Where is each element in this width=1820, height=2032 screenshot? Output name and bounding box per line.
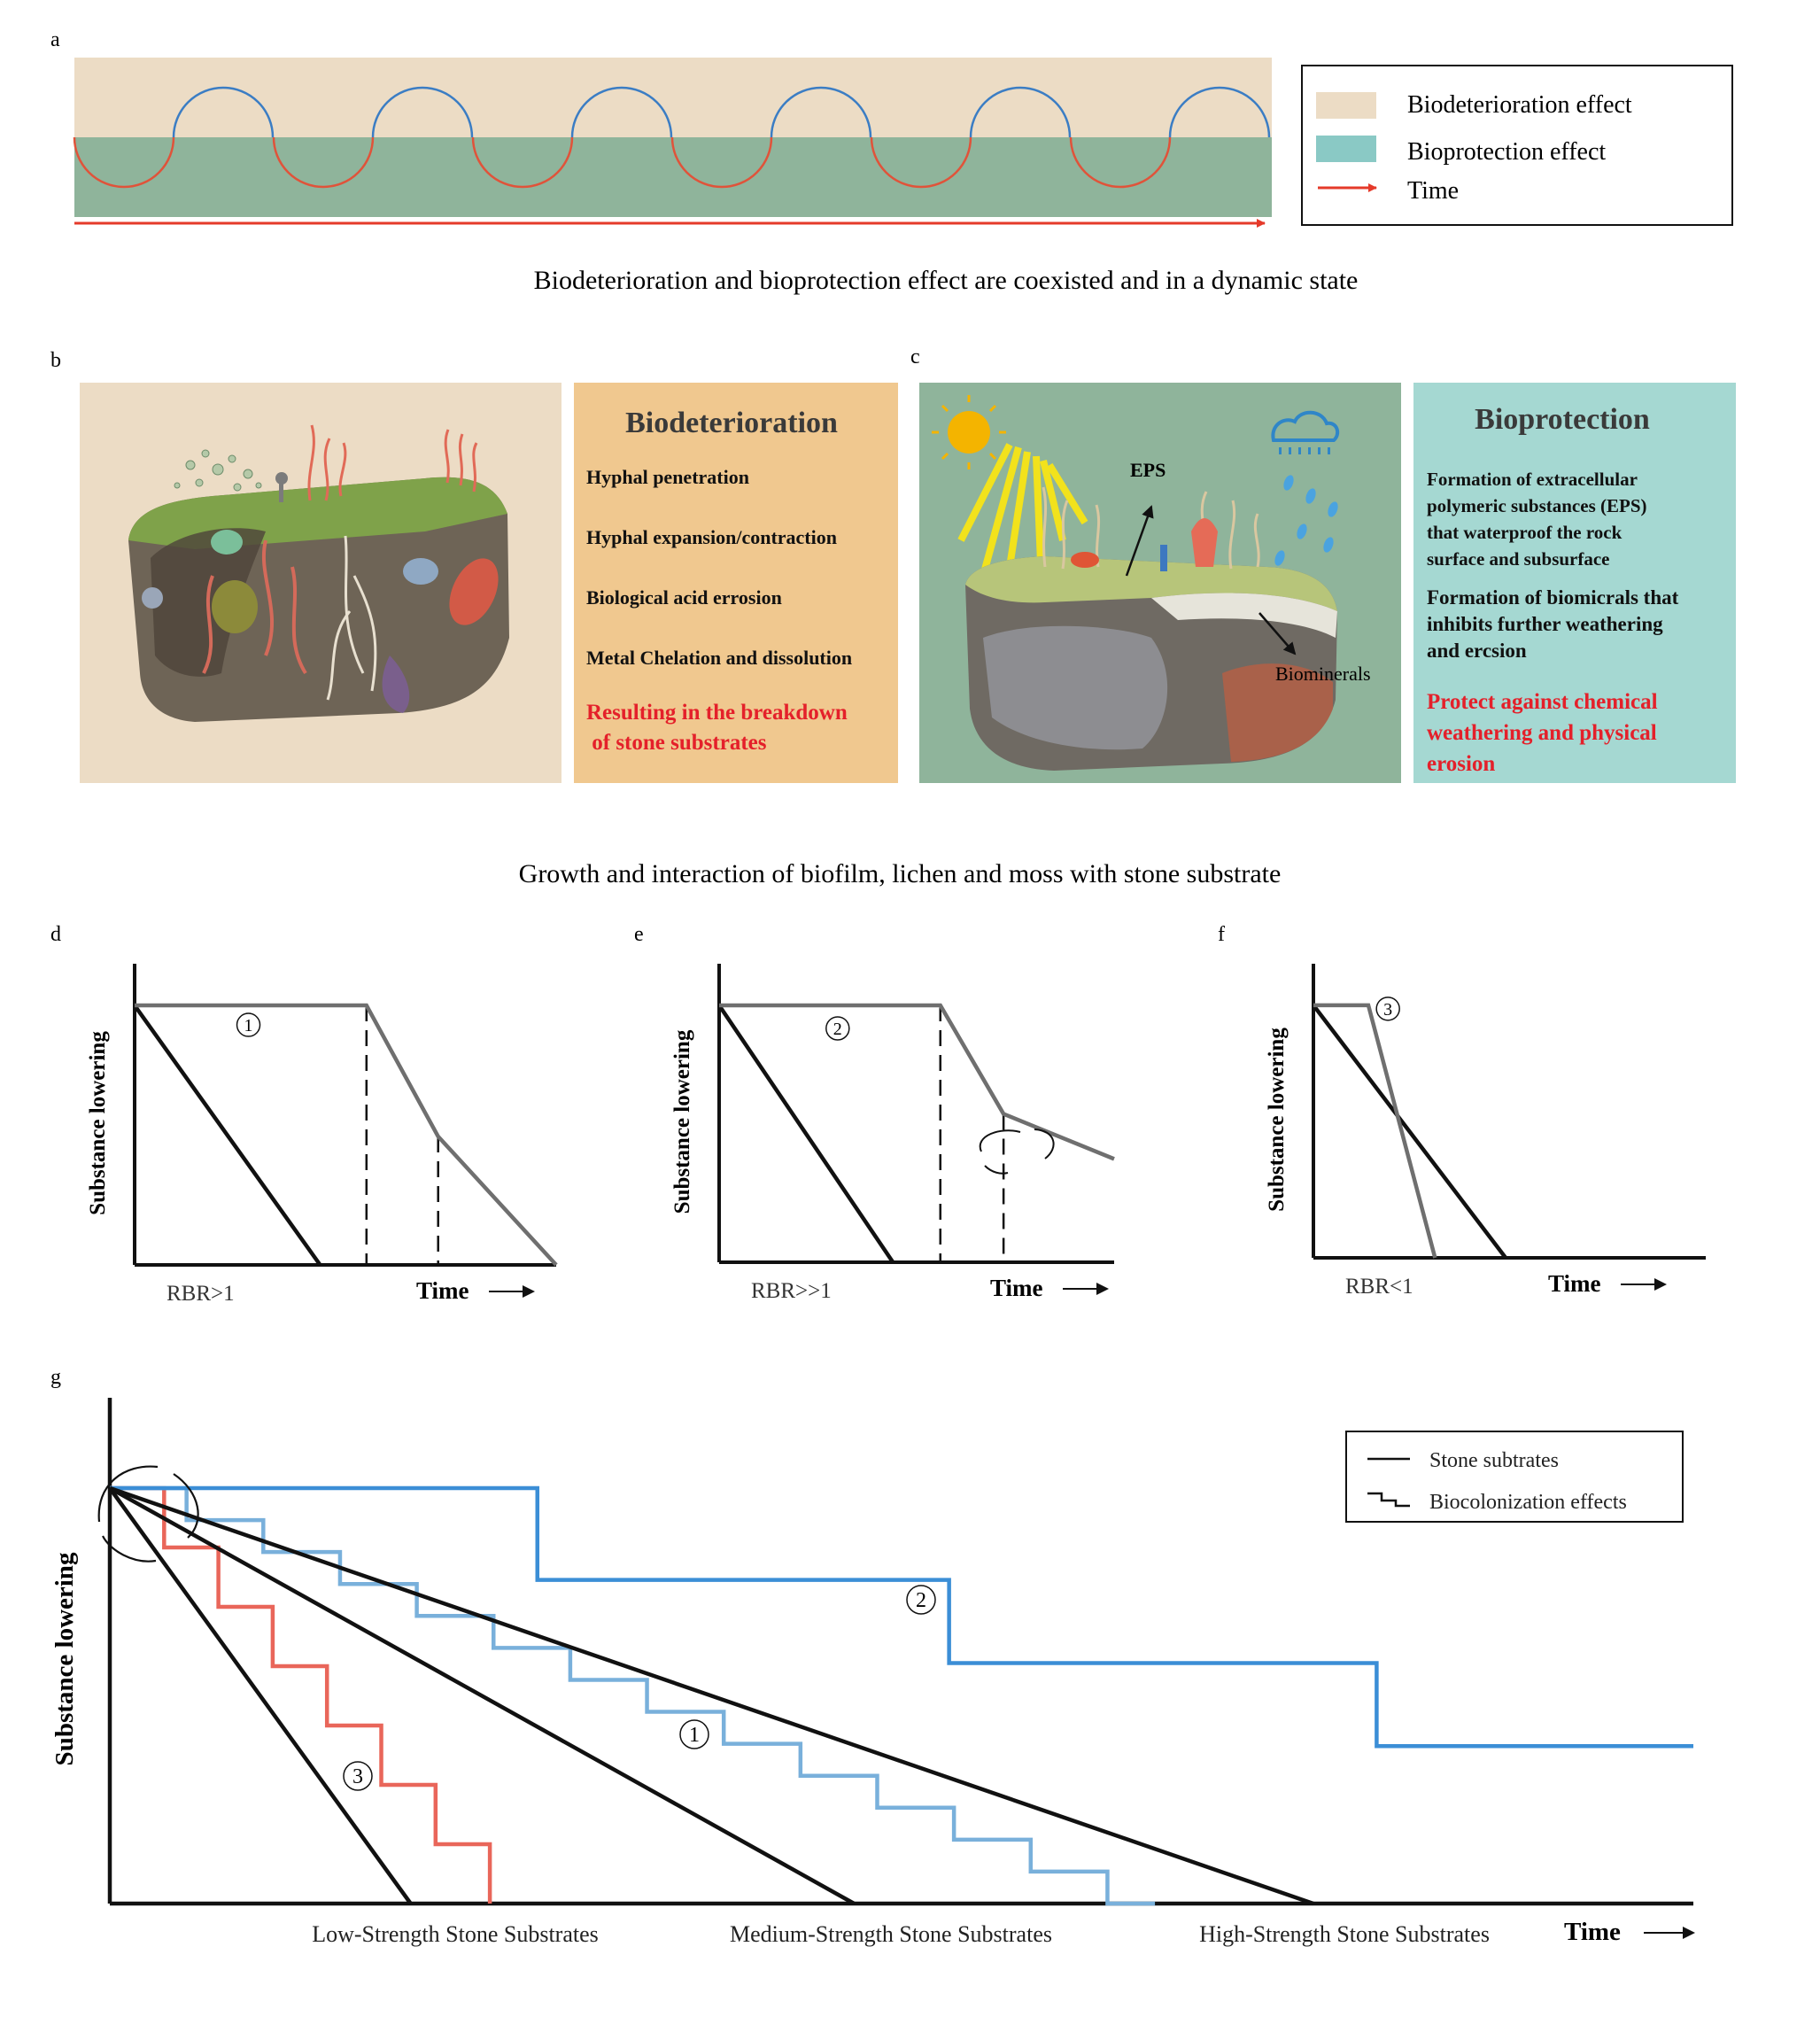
chart-d: [86, 964, 556, 1306]
stone-substrate-line: [110, 1488, 854, 1904]
chart-marker-number: 2: [916, 1589, 926, 1612]
panel-b-highlight-line-1: Resulting in the breakdown: [586, 701, 848, 725]
chart-marker-number: 3: [352, 1765, 363, 1788]
chart-g: [50, 1398, 1693, 1947]
panel-c-item-1-line-2: polymeric substances (EPS): [1427, 495, 1647, 516]
panel-b-title: Biodeterioration: [625, 407, 838, 439]
panel-b-item: Biological acid errosion: [586, 586, 782, 609]
legend-swatch-bioprotection: [1316, 136, 1376, 162]
panel-c-item-1-line-1: Formation of extracellular: [1427, 469, 1638, 490]
chart-marker-number: 1: [244, 1016, 253, 1036]
rbr-condition: RBR>>1: [751, 1279, 832, 1303]
rbr-condition: RBR>1: [167, 1282, 235, 1306]
chart-e: [670, 964, 1114, 1303]
sun-icon: [948, 411, 990, 454]
panel-label-e: e: [634, 923, 644, 946]
panel-c-item-1-line-3: that waterproof the rock: [1427, 522, 1623, 543]
panel-label-c: c: [910, 345, 920, 368]
x-axis-label: Time: [1564, 1918, 1621, 1946]
panel-c-highlight-line-1: Protect against chemical: [1427, 690, 1658, 714]
panel-c-title: Bioprotection: [1475, 403, 1650, 436]
biocolonization-line: [135, 1005, 556, 1265]
panel-label-b: b: [50, 349, 61, 372]
biocolonization-line: [1313, 1005, 1435, 1258]
middle-caption: Growth and interaction of biofilm, lichen and moss with stone substrate: [518, 859, 1282, 888]
panel-a-caption: Biodeterioration and bioprotection effect are coexisted and in a dynamic state: [533, 266, 1359, 295]
y-axis-label: Substance lowering: [50, 1552, 79, 1766]
legend-label-biocolonization: Biocolonization effects: [1429, 1491, 1627, 1514]
chart-marker-number: 2: [833, 1019, 842, 1039]
panel-b-item: Metal Chelation and dissolution: [586, 647, 853, 669]
panel-label-g: g: [50, 1366, 61, 1389]
chart-marker-number: 1: [689, 1724, 700, 1747]
panel-c-item-2-line-1: Formation of biomicrals that: [1427, 586, 1679, 609]
chart-f: [1265, 964, 1706, 1299]
x-axis-label: Time: [416, 1277, 469, 1304]
stone-substrate-line: [135, 1005, 320, 1265]
panel-c-highlight-line-2: weathering and physical: [1427, 721, 1657, 745]
legend-label-biodeterioration: Biodeterioration effect: [1407, 91, 1632, 119]
substrate-label: Medium-Strength Stone Substrates: [730, 1921, 1052, 1947]
substrate-label: High-Strength Stone Substrates: [1199, 1921, 1490, 1947]
biocolonization-step-line: [110, 1488, 1693, 1746]
panel-b-highlight-line-2: of stone substrates: [586, 731, 767, 755]
panel-b-item: Hyphal penetration: [586, 466, 749, 488]
stone-substrate-line: [110, 1488, 411, 1904]
legend-label-bioprotection: Bioprotection effect: [1407, 138, 1607, 166]
panel-c-item-2-line-2: inhibits further weathering: [1427, 613, 1663, 635]
stone-substrate-line: [1313, 1005, 1506, 1258]
legend-label-time: Time: [1407, 177, 1460, 205]
panel-c-item-2-line-3: and ercsion: [1427, 640, 1527, 662]
panel-c-highlight-line-3: erosion: [1427, 752, 1496, 776]
rbr-condition: RBR<1: [1345, 1275, 1413, 1299]
stone-substrate-line: [110, 1488, 1313, 1904]
substrate-label: Low-Strength Stone Substrates: [312, 1921, 599, 1947]
biocolonization-line: [719, 1005, 1114, 1159]
panel-b-item: Hyphal expansion/contraction: [586, 526, 837, 548]
legend-label-stone: Stone subtrates: [1429, 1449, 1559, 1472]
y-axis-label: Substance lowering: [670, 1029, 694, 1214]
y-axis-label: Substance lowering: [86, 1031, 110, 1215]
panel-label-a: a: [50, 28, 60, 51]
highlight-ellipse: [980, 1129, 1054, 1174]
chart-marker-number: 3: [1383, 999, 1393, 1020]
panel-label-d: d: [50, 923, 61, 946]
eps-label: EPS: [1130, 459, 1166, 481]
x-axis-label: Time: [990, 1275, 1043, 1301]
x-axis-label: Time: [1548, 1270, 1601, 1297]
panel-c-item-1-line-4: surface and subsurface: [1427, 548, 1610, 570]
biocolonization-step-line: [110, 1488, 1155, 1904]
legend-swatch-biodeterioration: [1316, 92, 1376, 119]
stone-substrate-line: [719, 1005, 893, 1262]
panel-a-band: [74, 58, 1272, 223]
y-axis-label: Substance lowering: [1265, 1028, 1289, 1212]
biominerals-label: Biominerals: [1275, 663, 1371, 685]
panel-label-f: f: [1218, 923, 1225, 946]
panel-a-legend: [1302, 66, 1732, 225]
